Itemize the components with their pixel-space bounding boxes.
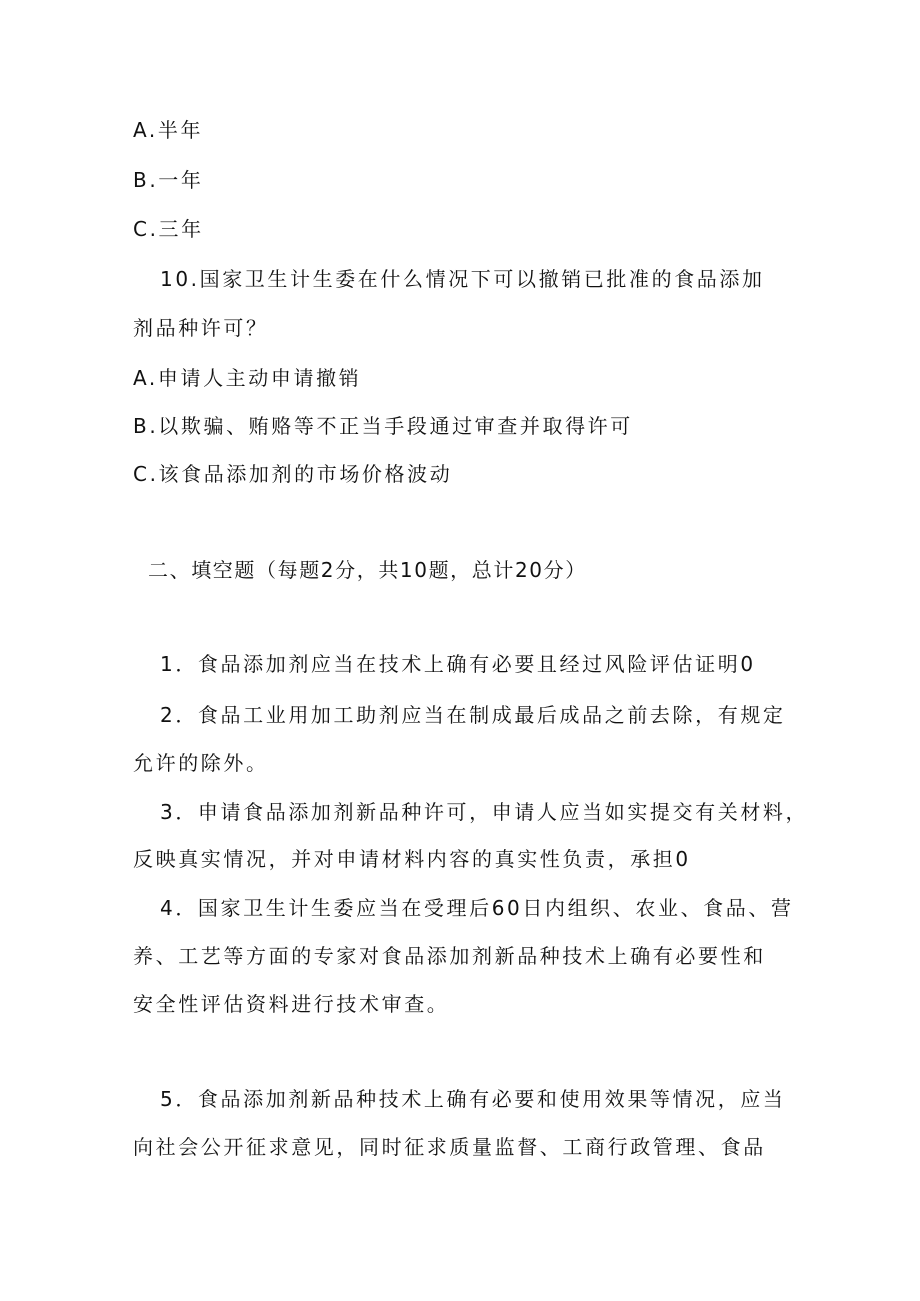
q10-option-a: A.申请人主动申请撤销 <box>133 366 362 390</box>
q9-option-c: C.三年 <box>133 217 204 241</box>
fill-item-2-line-2: 允许的除外。 <box>133 751 269 775</box>
fill-item-1-line-1: 1．食品添加剂应当在技术上确有必要且经过风险评估证明0 <box>160 652 756 676</box>
fill-item-5-line-2: 向社会公开征求意见，同时征求质量监督、工商行政管理、食品 <box>133 1135 766 1159</box>
q10-option-b: B.以欺骗、贿赂等不正当手段通过审查并取得许可 <box>133 414 633 438</box>
q10-option-c: C.该食品添加剂的市场价格波动 <box>133 462 453 486</box>
q9-option-a: A.半年 <box>133 118 204 142</box>
q10-text-line-2: 剂品种许可？ <box>133 316 269 340</box>
fill-item-4-line-3: 安全性评估资料进行技术审查。 <box>133 992 450 1016</box>
q10-text-line-1: 10.国家卫生计生委在什么情况下可以撤销已批准的食品添加 <box>160 267 765 291</box>
q9-option-b: B.一年 <box>133 168 204 192</box>
fill-item-3-line-2: 反映真实情况，并对申请材料内容的真实性负责，承担0 <box>133 847 691 871</box>
section-heading: 二、填空题（每题2分，共10题，总计20分） <box>148 558 587 582</box>
fill-item-5-line-1: 5．食品添加剂新品种技术上确有必要和使用效果等情况，应当 <box>160 1087 786 1111</box>
fill-item-4-line-2: 养、工艺等方面的专家对食品添加剂新品种技术上确有必要性和 <box>133 944 766 968</box>
fill-item-3-line-1: 3．申请食品添加剂新品种许可，申请人应当如实提交有关材料， <box>160 800 809 824</box>
fill-item-2-line-1: 2．食品工业用加工助剂应当在制成最后成品之前去除，有规定 <box>160 703 786 727</box>
fill-item-4-line-1: 4．国家卫生计生委应当在受理后60日内组织、农业、食品、营 <box>160 896 794 920</box>
